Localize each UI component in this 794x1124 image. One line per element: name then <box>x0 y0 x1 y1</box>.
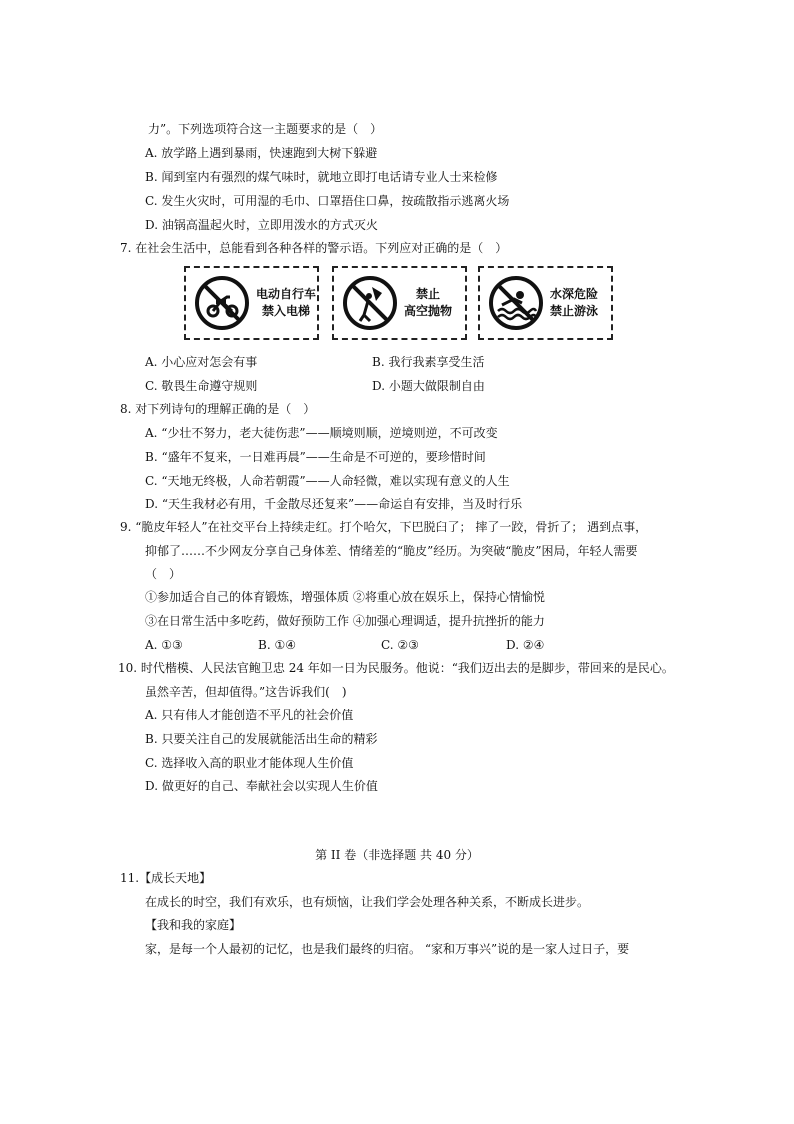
q9-option-d: D. ②④ <box>506 638 545 652</box>
sign-throwing-line2: 高空抛物 <box>404 304 453 318</box>
sign-text-swimming <box>550 286 598 320</box>
no-swimming-icon <box>488 275 544 331</box>
q11-heading: 11.【成长天地】 <box>120 871 212 885</box>
q11-intro: 在成长的时空，我们有欢乐，也有烦恼，让我们学会处理各种关系，不断成长进步。 <box>145 895 590 909</box>
no-ebike-icon <box>194 275 250 331</box>
q8-option-c: C. “天地无终极，人命若朝霞”——人命轻微，难以实现有意义的人生 <box>145 474 510 488</box>
q7-option-a: A. 小心应对怎会有事 <box>145 355 258 369</box>
q7-stem: 7. 在社会生活中，总能看到各种各样的警示语。下列应对正确的是（ ） <box>120 241 508 255</box>
q6-stem-end: 力”。下列选项符合这一主题要求的是（ ） <box>148 122 383 136</box>
sign-throwing-line1: 禁止 <box>416 287 441 301</box>
q10-stem-line1: 10. 时代楷模、人民法官鲍卫忠 24 年如一日为民服务。他说：“我们迈出去的是脚步，带回来的是民心。 <box>118 661 674 675</box>
q9-statements-2: ③在日常生活中多吃药，做好预防工作 ④加强心理调适，提升抗挫折的能力 <box>145 614 545 628</box>
q10-option-b: B. 只要关注自己的发展就能活出生命的精彩 <box>145 732 378 746</box>
q10-stem-line2: 虽然辛苦，但却值得。”这告诉我们( ) <box>145 685 347 699</box>
warning-sign-ebike <box>184 266 319 340</box>
q6-option-c: C. 发生火灾时，可用湿的毛巾、口罩捂住口鼻，按疏散指示逃离火场 <box>145 194 510 208</box>
sign-text-ebike <box>256 286 316 320</box>
q8-option-a: A. “少壮不努力，老大徒伤悲”——顺境则顺，逆境则逆，不可改变 <box>145 426 498 440</box>
q11-text: 家，是每一个人最初的记忆，也是我们最终的归宿。 “家和万事兴”说的是一家人过日子，要 <box>145 942 630 956</box>
q9-stem-line1: 9. “脆皮年轻人”在社交平台上持续走红。打个哈欠，下巴脱臼了； 摔了一跤，骨折了； 遇到点事， <box>120 520 648 534</box>
sign-text-throwing <box>404 286 452 320</box>
sign-swimming-line2: 禁止游泳 <box>550 304 599 318</box>
q6-option-b: B. 闻到室内有强烈的煤气味时，就地立即打电话请专业人士来检修 <box>145 170 498 184</box>
warning-sign-throwing <box>332 266 467 340</box>
q9-option-b: B. ①④ <box>258 638 296 652</box>
warning-sign-swimming <box>478 266 613 340</box>
q6-option-d: D. 油锅高温起火时，立即用泼水的方式灭火 <box>145 218 378 232</box>
q10-option-a: A. 只有伟人才能创造不平凡的社会价值 <box>145 708 354 722</box>
q8-stem: 8. 对下列诗句的理解正确的是（ ） <box>120 402 316 416</box>
q11-subheading: 【我和我的家庭】 <box>145 918 242 932</box>
sign-swimming-line1: 水深危险 <box>550 287 599 301</box>
no-throwing-icon <box>342 275 398 331</box>
q9-option-a: A. ①③ <box>145 638 183 652</box>
sign-ebike-line1: 电动自行车 <box>256 287 317 301</box>
q9-stem-line3: （ ） <box>145 567 182 581</box>
q8-option-b: B. “盛年不复来，一日难再晨”——生命是不可逆的，要珍惜时间 <box>145 450 486 464</box>
q9-statements-1: ①参加适合自己的体育锻炼，增强体质 ②将重心放在娱乐上，保持心情愉悦 <box>145 590 545 604</box>
q7-option-c: C. 敬畏生命遵守规则 <box>145 379 258 393</box>
q7-option-b: B. 我行我素享受生活 <box>372 355 485 369</box>
section-2-title: 第 II 卷（非选择题 共 40 分） <box>315 848 479 862</box>
q8-option-d: D. “天生我材必有用，千金散尽还复来”——命运自有安排，当及时行乐 <box>145 497 523 511</box>
q7-option-d: D. 小题大做限制自由 <box>372 379 485 393</box>
q6-option-a: A. 放学路上遇到暴雨，快速跑到大树下躲避 <box>145 146 378 160</box>
q9-stem-line2: 抑郁了……不少网友分享自己身体差、情绪差的“脆皮”经历。为突破“脆皮”困局，年轻人需要 <box>145 544 638 558</box>
sign-ebike-line2: 禁入电梯 <box>262 304 311 318</box>
q9-option-c: C. ②③ <box>381 638 419 652</box>
q10-option-c: C. 选择收入高的职业才能体现人生价值 <box>145 756 354 770</box>
q10-option-d: D. 做更好的自己、奉献社会以实现人生价值 <box>145 779 378 793</box>
